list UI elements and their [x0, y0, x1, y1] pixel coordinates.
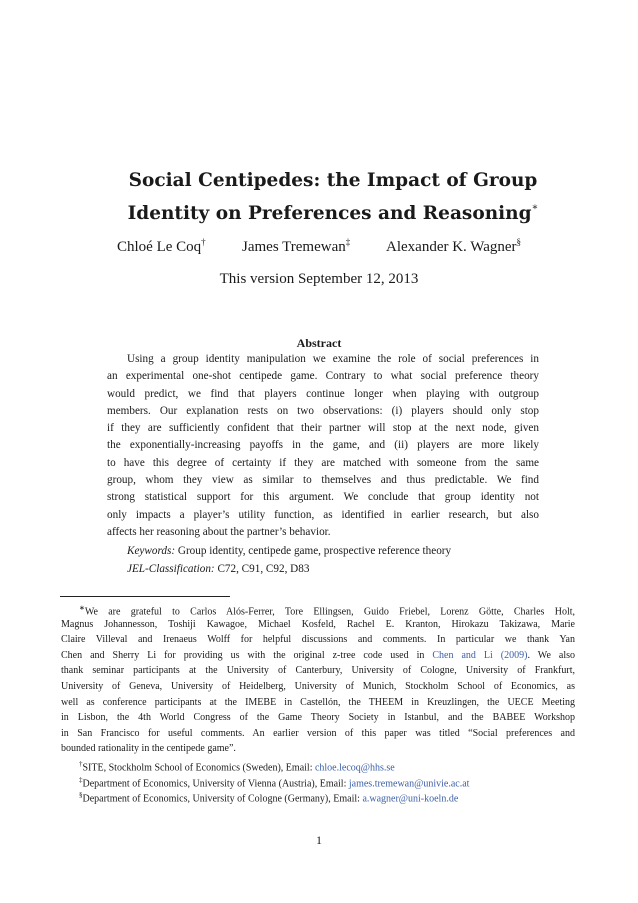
title-line-2-text: Identity on Preferences and Reasoning — [127, 203, 532, 225]
citation-authors[interactable]: Chen and Li — [432, 649, 493, 661]
affiliation-text: Department of Economics, University of Vienna (Austria), Email: — [82, 777, 349, 789]
jel-label: JEL-Classification: — [127, 563, 215, 575]
abstract-line: members. Our explanation rests on two observations: (i) players should only stop — [107, 404, 539, 417]
affiliation-mark: § — [79, 791, 83, 800]
citation-year[interactable]: 2009 — [504, 649, 525, 661]
footnote-text: We are grateful to Carlos Alós-Ferrer, Tore Ellingsen, Guido Friebel, Lorenz Götte, Charles Holt, — [84, 606, 575, 618]
abstract-heading: Abstract — [296, 336, 342, 350]
abstract-line: an experimental one-shot centipede game. Contrary to what social preference theory — [107, 370, 539, 383]
author-1 — [117, 237, 206, 256]
author-1-mark: † — [201, 237, 206, 247]
email-link[interactable]: chloe.lecoq@hhs.se — [314, 762, 395, 774]
footnote-line: in San Francisco for useful comments. An earlier version of this paper was titled “Social preferences and — [61, 727, 575, 739]
affiliation-text: Department of Economics, University of Cologne (Germany), Email: — [82, 793, 363, 805]
paper-title — [60, 166, 606, 228]
author-2-mark: ‡ — [345, 237, 351, 247]
affiliation-2 — [61, 773, 575, 789]
title-line-1: Social Centipedes: the Impact of Group — [128, 170, 538, 191]
author-3-mark: § — [516, 237, 522, 247]
footnote-line: well as conference participants at the IMEBE in Castellón, the THEEM in Kreuzlingen, the UECE Meeting — [61, 696, 575, 708]
footnote-line — [61, 648, 575, 664]
footnote-rule — [60, 596, 230, 597]
affiliation-3 — [61, 788, 575, 804]
abstract-line: affects her reasoning about the partner’s behavior. — [107, 525, 331, 538]
author-3 — [386, 237, 521, 256]
abstract-line: only impacts a player’s utility function, as identified in earlier research, but also — [107, 508, 539, 521]
title-line-2 — [60, 195, 606, 228]
abstract-line: group, whom they view as similar to themselves and thus predictable. We find — [107, 474, 539, 487]
footnote-line: bounded rationality in the centipede game”. — [61, 743, 236, 755]
author-list — [0, 237, 638, 257]
abstract-line: Using a group identity manipulation we examine the role of social preferences in — [127, 353, 539, 365]
jel-text: C72, C91, C92, D83 — [217, 563, 310, 575]
affiliation-1 — [61, 757, 575, 773]
affiliation-text: SITE, Stockholm School of Economics (Sweden), Email: — [82, 762, 315, 774]
abstract-line: if they are sufficiently confident that their partner will stop at the next node, given — [107, 422, 539, 435]
footnote-line: in Lisbon, the 4th World Congress of the Game Theory Society in Istanbul, and the BABEE Workshop — [61, 712, 575, 724]
author-3-name: Alexander K. Wagner — [386, 239, 517, 255]
abstract-line: would predict, we find that players continue longer when playing with outgroup — [107, 387, 539, 400]
abstract-body — [107, 351, 539, 541]
jel-classification — [127, 563, 309, 575]
abstract-line: strong statistical support for this argument. We conclude that group identity not — [107, 491, 539, 504]
footnote-text: . We also — [527, 649, 575, 661]
affiliation-mark: ‡ — [79, 775, 83, 784]
footnote-mark: ∗ — [79, 604, 85, 612]
page-number: 1 — [316, 833, 322, 847]
footnote-line: University of Geneva, University of Heidelberg, University of Munich, Stockholm School of Economics, as — [61, 680, 575, 692]
keywords-text: Group identity, centipede game, prospective reference theory — [177, 545, 452, 557]
footnotes — [61, 601, 575, 804]
footnote-line: Magnus Johannesson, Toshiji Kawagoe, Michael Kosfeld, Rachel E. Kranton, Hirokazu Takizawa, Marie — [61, 618, 575, 630]
abstract-line: to have this degree of certainty if they are matched with someone from the same — [107, 456, 539, 469]
citation-link[interactable]: Chen and Li (2009) — [432, 649, 528, 661]
version-date: This version September 12, 2013 — [219, 271, 419, 287]
keywords-label: Keywords: — [127, 545, 176, 557]
author-2 — [242, 237, 350, 256]
footnote-text: Chen and Sherry Li for providing us with the original z-tree code used in — [61, 649, 433, 661]
author-1-name: Chloé Le Coq — [117, 239, 202, 255]
title-footnote-mark: ∗ — [531, 202, 539, 213]
author-2-name: James Tremewan — [242, 239, 346, 255]
affiliation-mark: † — [79, 759, 83, 768]
email-link[interactable]: james.tremewan@univie.ac.at — [348, 777, 470, 789]
abstract-line: the exponentially-increasing payoffs in the game, and (ii) players are more likely — [107, 439, 539, 452]
footnote-line: thank seminar participants at the University of Canterbury, University of Cologne, University of Frankfurt, — [61, 665, 575, 677]
email-link[interactable]: a.wagner@uni-koeln.de — [362, 793, 459, 805]
keywords — [127, 545, 451, 557]
footnote-line — [61, 601, 575, 617]
footnote-line: Claire Villeval and Irenaeus Wolff for helpful discussions and comments. In particular we thank Yan — [61, 634, 575, 646]
